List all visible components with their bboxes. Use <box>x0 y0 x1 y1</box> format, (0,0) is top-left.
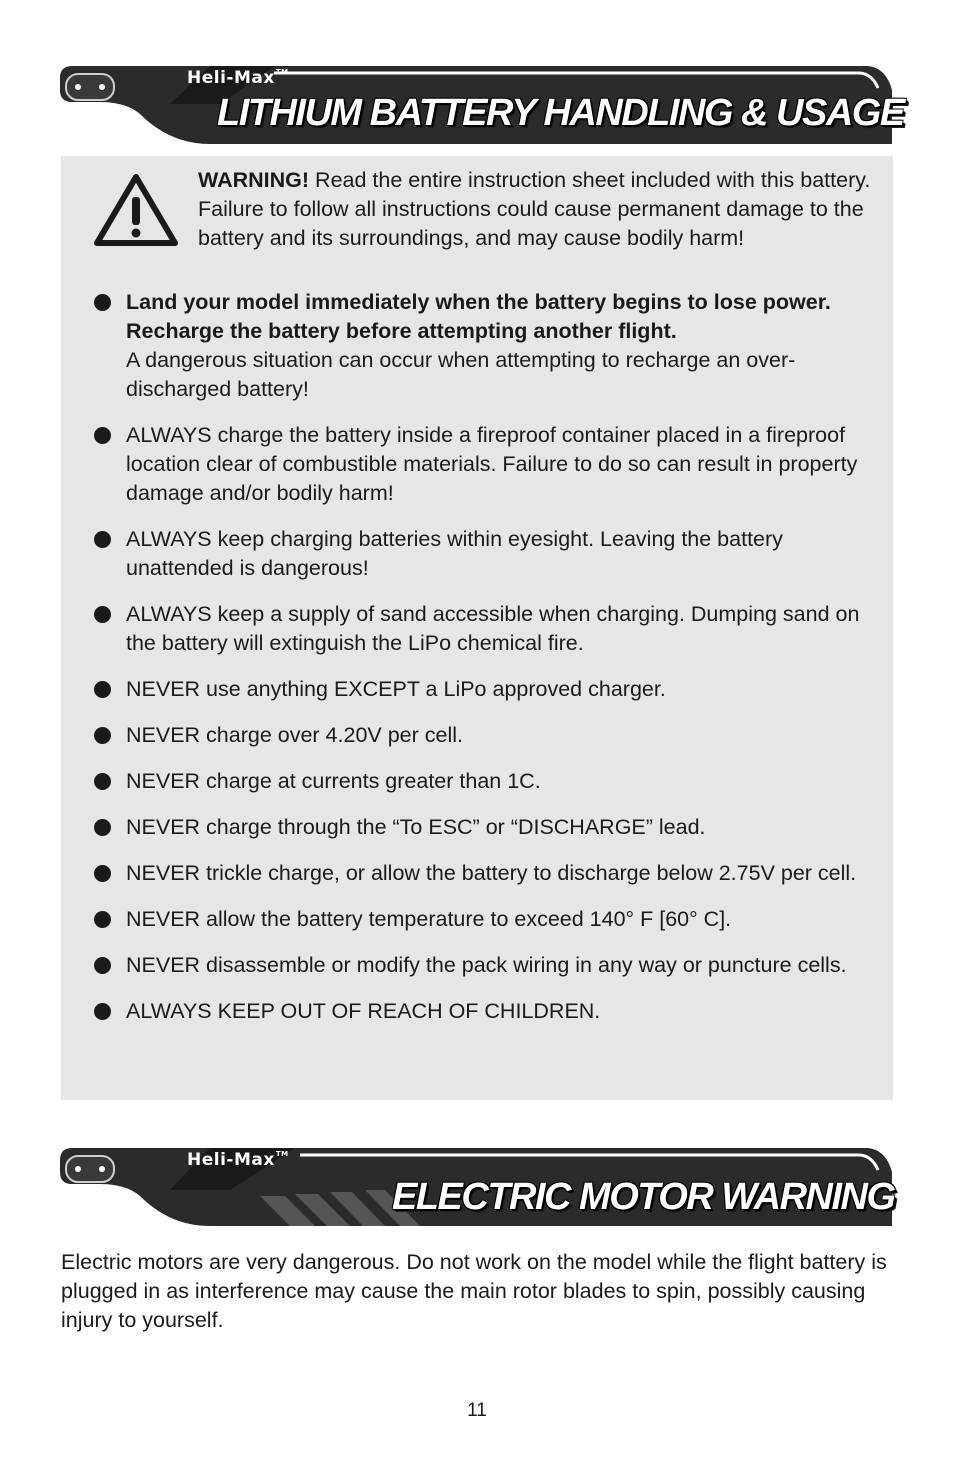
bullet-icon <box>94 773 111 790</box>
list-item: ALWAYS keep a supply of sand accessible when charging. Dumping sand on the battery will extinguish the LiPo chemical fire. <box>91 600 881 658</box>
list-item: NEVER allow the battery temperature to exceed 140° F [60° C]. <box>91 905 881 934</box>
bullet-icon <box>94 427 111 444</box>
bullet-icon <box>94 819 111 836</box>
page-number: 11 <box>467 1400 487 1421</box>
warning-triangle-icon <box>93 172 179 248</box>
warning-body: Read the entire instruction sheet included with this battery. Failure to follow all instructions could cause permanent damage to the battery and its surroundings, and may cause bodily harm! <box>198 168 871 250</box>
section-title: LITHIUM BATTERY HANDLING & USAGE <box>217 92 904 134</box>
brand-logo: Heli-Max™ <box>187 68 289 88</box>
bullet-icon <box>94 957 111 974</box>
list-item: NEVER use anything EXCEPT a LiPo approved charger. <box>91 675 881 704</box>
list-item: ALWAYS KEEP OUT OF REACH OF CHILDREN. <box>91 997 881 1026</box>
bullet-icon <box>94 865 111 882</box>
bullet-icon <box>94 911 111 928</box>
list-item: NEVER trickle charge, or allow the battery to discharge below 2.75V per cell. <box>91 859 881 888</box>
bullet-icon <box>94 531 111 548</box>
battery-safety-panel <box>61 156 893 1100</box>
bullet-icon <box>94 606 111 623</box>
motor-warning-text: Electric motors are very dangerous. Do not work on the model while the flight battery is plugged in as interference may cause the main rotor blades to spin, possibly causing injury to yourself. <box>61 1250 887 1332</box>
bullet-icon <box>94 727 111 744</box>
list-item: NEVER charge through the “To ESC” or “DISCHARGE” lead. <box>91 813 881 842</box>
safety-bullet-list <box>91 288 881 1043</box>
list-item: NEVER charge at currents greater than 1C. <box>91 767 881 796</box>
section-banner-motor <box>60 1146 894 1230</box>
bullet-icon <box>94 294 111 311</box>
list-item: Land your model immediately when the battery begins to lose power. Recharge the battery before attempting another flight. A dangerous situation can occur when attempting to recharge an over-discharged battery! <box>91 288 881 404</box>
warning-label: WARNING! <box>198 168 310 192</box>
list-item: NEVER charge over 4.20V per cell. <box>91 721 881 750</box>
bullet-icon <box>94 681 111 698</box>
list-item: NEVER disassemble or modify the pack wiring in any way or puncture cells. <box>91 951 881 980</box>
warning-message <box>198 166 888 253</box>
section-banner-battery <box>60 64 904 148</box>
section-title: ELECTRIC MOTOR WARNING <box>392 1176 895 1218</box>
list-item: ALWAYS charge the battery inside a fireproof container placed in a fireproof location clear of combustible materials. Failure to do so can result in property damage and/or bodily harm! <box>91 421 881 508</box>
brand-logo: Heli-Max™ <box>187 1150 289 1170</box>
list-item: ALWAYS keep charging batteries within eyesight. Leaving the battery unattended is dangerous! <box>91 525 881 583</box>
bullet-icon <box>94 1003 111 1020</box>
